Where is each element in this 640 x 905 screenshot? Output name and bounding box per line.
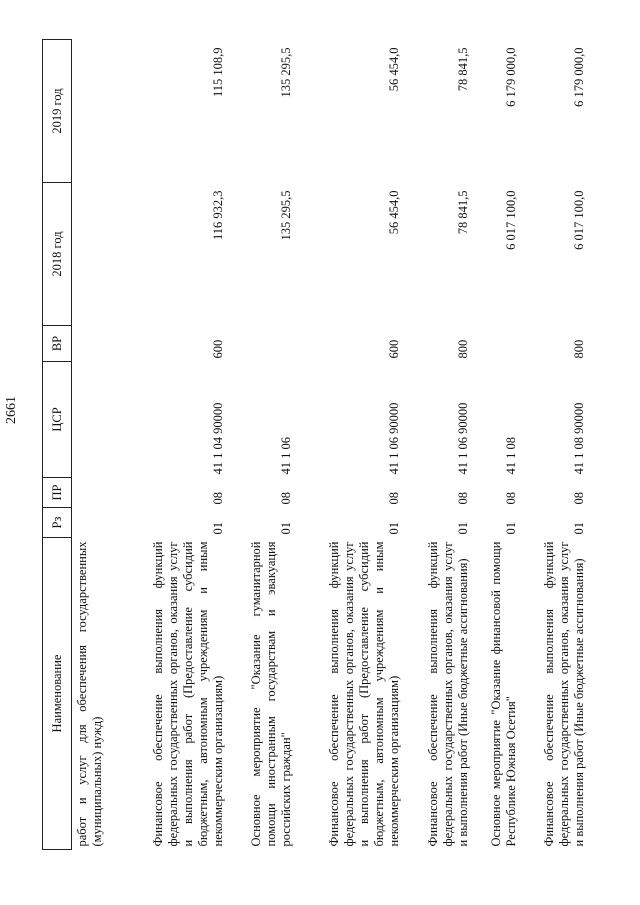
row-2018 xyxy=(72,183,121,326)
row-2018: 6 017 100,0 xyxy=(503,190,518,250)
table-row xyxy=(297,40,405,850)
budget-table-container xyxy=(42,40,590,850)
header-pr: ПР xyxy=(43,478,72,508)
row-name: Финансовое обеспечение выполнения функций федеральных государственных органов, оказания услуг и выполнения работ (Предоставление субсидий бюджетным, автономным учреждениям и иным некоммерческим организациям) xyxy=(327,541,402,847)
row-csr: 41 1 06 90000 xyxy=(387,402,402,475)
row-name: работ и услуг для обеспечения государственных (муниципальных) нужд) xyxy=(75,541,104,847)
row-name: Финансовое обеспечение выполнения функций федеральных государственных органов, оказания услуг и выполнения работ (Иные бюджетные ассигнования) xyxy=(542,541,586,847)
row-rz: 01 xyxy=(455,522,470,535)
row-pr: 08 xyxy=(572,492,586,505)
row-2018: 116 932,3 xyxy=(210,190,225,241)
row-2019: 135 295,5 xyxy=(278,47,293,98)
row-vr: 800 xyxy=(455,339,470,359)
table-row xyxy=(229,40,297,850)
row-rz: 01 xyxy=(572,522,586,535)
row-2019: 56 454,0 xyxy=(387,47,402,92)
row-csr: 41 1 08 xyxy=(503,437,518,475)
table-header-row xyxy=(43,40,72,850)
row-csr xyxy=(72,362,121,478)
row-pr xyxy=(72,478,121,508)
row-pr: 08 xyxy=(387,492,402,505)
header-name: Наименование xyxy=(43,538,72,850)
row-rz: 01 xyxy=(387,522,402,535)
header-vr: ВР xyxy=(43,326,72,362)
row-pr: 08 xyxy=(278,492,293,505)
row-2018: 6 017 100,0 xyxy=(572,190,586,250)
row-2019: 6 179 000,0 xyxy=(572,47,586,107)
row-rz xyxy=(72,508,121,538)
table-row xyxy=(522,40,590,850)
budget-table xyxy=(42,39,590,850)
row-vr xyxy=(474,326,522,362)
header-rz: Рз xyxy=(43,508,72,538)
row-name: Основное мероприятие "Оказание гуманитарной помощи иностранным государствам и эвакуация российских граждан" xyxy=(248,541,293,847)
table-row xyxy=(72,40,121,850)
page-number-text: 2661 xyxy=(4,396,19,424)
row-csr: 41 1 06 xyxy=(278,437,293,475)
row-2019: 78 841,5 xyxy=(455,47,470,92)
row-2019 xyxy=(72,40,121,183)
row-rz: 01 xyxy=(278,522,293,535)
header-2019: 2019 год xyxy=(43,40,72,183)
row-vr xyxy=(72,326,121,362)
row-pr: 08 xyxy=(455,492,470,505)
row-2018: 135 295,5 xyxy=(278,190,293,241)
table-row xyxy=(120,40,228,850)
header-2018: 2018 год xyxy=(43,183,72,326)
row-name: Финансовое обеспечение выполнения функций федеральных государственных органов, оказания услуг и выполнения работ (Иные бюджетные ассигнования) xyxy=(425,541,470,847)
row-vr: 600 xyxy=(387,339,402,359)
row-2019: 115 108,9 xyxy=(210,47,225,98)
row-rz: 01 xyxy=(210,522,225,535)
row-csr: 41 1 06 90000 xyxy=(455,402,470,475)
row-csr: 41 1 08 90000 xyxy=(572,402,586,475)
row-pr: 08 xyxy=(210,492,225,505)
row-csr: 41 1 04 90000 xyxy=(210,402,225,475)
row-2018: 78 841,5 xyxy=(455,190,470,235)
row-name: Финансовое обеспечение выполнения функций федеральных государственных органов, оказания услуг и выполнения работ (Предоставление субсидий бюджетным, автономным учреждениям и иным некоммерческим организациям) xyxy=(150,541,225,847)
row-vr: 800 xyxy=(572,339,586,359)
row-2018: 56 454,0 xyxy=(387,190,402,235)
header-csr: ЦСР xyxy=(43,362,72,478)
row-rz: 01 xyxy=(503,522,518,535)
table-row xyxy=(474,40,522,850)
row-vr: 600 xyxy=(210,339,225,359)
row-2019: 6 179 000,0 xyxy=(503,47,518,107)
row-pr: 08 xyxy=(503,492,518,505)
table-row xyxy=(405,40,473,850)
row-name: Основное мероприятие "Оказание финансовой помощи Республике Южная Осетия" xyxy=(488,541,518,847)
row-vr xyxy=(229,326,297,362)
